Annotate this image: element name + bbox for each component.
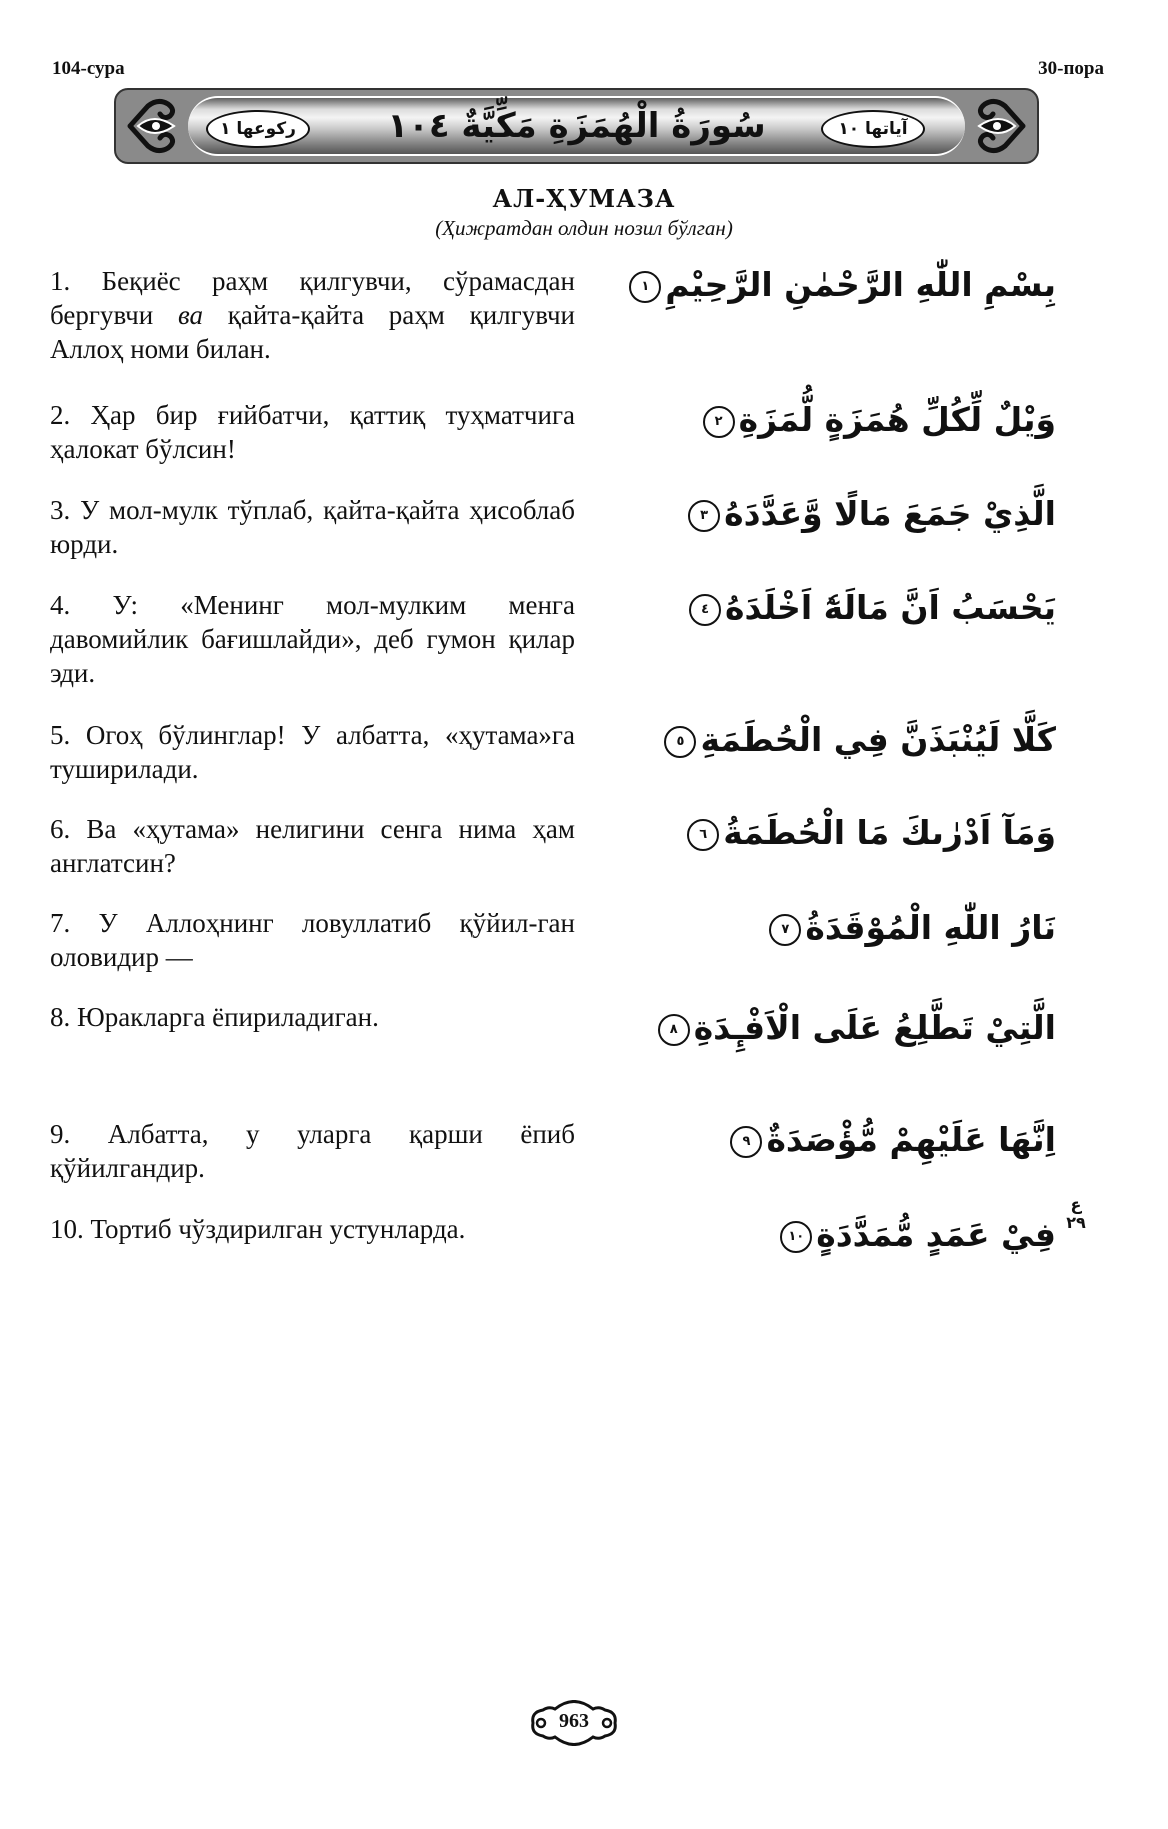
verse-arabic bbox=[658, 998, 1056, 1058]
sura-subtitle: (Ҳижратдан олдин нозил бўлган) bbox=[435, 216, 733, 240]
verse-number-marker: ٢ bbox=[703, 406, 735, 438]
verse-arabic-text: الَّتِيْ تَطَّلِعُ عَلَى الْاَفْـِٕدَةِ bbox=[693, 1008, 1056, 1047]
verse-arabic bbox=[689, 578, 1056, 638]
verse-translation: 10. Тортиб чўздирилган устунларда. bbox=[50, 1214, 466, 1244]
arabesque-ornament-icon bbox=[124, 94, 188, 158]
verse-number-marker: ٥ bbox=[664, 726, 696, 758]
verse-arabic-text: وَمَآ اَدْرٰىكَ مَا الْحُطَمَةُ bbox=[723, 813, 1056, 852]
verse-arabic bbox=[629, 255, 1056, 315]
verse-arabic-text: وَيْلٌ لِّكُلِّ هُمَزَةٍ لُّمَزَةِ bbox=[738, 400, 1056, 439]
verse-translation: 4. У: «Менинг мол-мулким менга давомийлик бағишлайди», деб гумон қилар эди. bbox=[50, 590, 575, 688]
verse-number-marker: ٦ bbox=[687, 819, 719, 851]
sura-header-banner bbox=[114, 88, 1039, 164]
verse-arabic-text: بِسْمِ اللّٰهِ الرَّحْمٰنِ الرَّحِيْمِ bbox=[665, 265, 1056, 304]
page-number: 963 bbox=[559, 1710, 589, 1732]
verse-arabic-text: فِيْ عَمَدٍ مُّمَدَّدَةٍ bbox=[816, 1215, 1056, 1254]
verse-number-marker: ٨ bbox=[658, 1014, 690, 1046]
sura-number-label: 104-сура bbox=[52, 58, 125, 79]
ruku-count-oval: رکوعها ١ bbox=[206, 110, 310, 148]
verse-number-marker: ٤ bbox=[689, 594, 721, 626]
ayat-count-oval: آياتها ١٠ bbox=[821, 110, 925, 148]
page-number-ornament bbox=[527, 1700, 621, 1746]
verse-translation: 3. У мол-мулк тўплаб, қайта-қайта ҳисоблаб юрди. bbox=[50, 495, 575, 559]
verse-arabic bbox=[730, 1110, 1056, 1170]
verse-number-marker: ٣ bbox=[688, 500, 720, 532]
verse-arabic bbox=[769, 898, 1056, 958]
verse-text-part: 1. Беқиёс раҳм қилгувчи, сўрамасдан бергувчи bbox=[50, 266, 575, 330]
sura-title: АЛ-ҲУМАЗА bbox=[492, 184, 676, 213]
verse-number-marker: ٩ bbox=[730, 1126, 762, 1158]
verse-arabic-text: كَلَّا لَيُنْبَذَنَّ فِي الْحُطَمَةِ bbox=[700, 720, 1056, 759]
verse-arabic bbox=[688, 484, 1056, 544]
verse-translation: 6. Ва «ҳутама» нелигини сенга нима ҳам англатсин? bbox=[50, 814, 575, 878]
verse-arabic bbox=[703, 390, 1056, 450]
verse-arabic-text: نَارُ اللّٰهِ الْمُوْقَدَةُ bbox=[805, 908, 1056, 947]
verse-arabic bbox=[780, 1205, 1056, 1265]
juz-number-label: 30-пора bbox=[1038, 58, 1104, 79]
verse-number-marker: ١ bbox=[629, 271, 661, 303]
verse-translation: 7. У Аллоҳнинг ловуллатиб қўйил-ган оловидир — bbox=[50, 908, 575, 972]
verse-translation: 5. Огоҳ бўлинглар! У албатта, «ҳутама»га туширилади. bbox=[50, 720, 575, 784]
verse-translation: 9. Албатта, у уларга қарши ёпиб қўйилгандир. bbox=[50, 1119, 575, 1183]
verse-italic-word: ва bbox=[177, 300, 203, 330]
verse-arabic-text: يَحْسَبُ اَنَّ مَالَهٗٓ اَخْلَدَهُ bbox=[725, 588, 1056, 627]
verse-arabic-text: الَّذِيْ جَمَعَ مَالًا وَّعَدَّدَهُ bbox=[724, 494, 1056, 533]
verse-arabic bbox=[687, 803, 1056, 863]
banner-arabic-title: سُورَةُ الْهُمَزَةِ مَكِّيَّةٌ ١٠٤ bbox=[387, 106, 766, 146]
verse-number-marker: ١٠ bbox=[780, 1221, 812, 1253]
verse-arabic-text: اِنَّهَا عَلَيْهِمْ مُّؤْصَدَةٌ bbox=[766, 1120, 1056, 1159]
arabesque-ornament-icon bbox=[965, 94, 1029, 158]
verse-translation: 8. Юракларга ёпириладиган. bbox=[50, 1002, 379, 1032]
verse-arabic bbox=[664, 710, 1056, 770]
verse-translation bbox=[50, 264, 575, 366]
verse-number-marker: ٧ bbox=[769, 914, 801, 946]
juz-end-marker: ع ٢٩ bbox=[1066, 1195, 1086, 1232]
verse-translation: 2. Ҳар бир ғийбатчи, қаттиқ туҳматчига ҳалокат бўлсин! bbox=[50, 400, 575, 464]
verse-text-part: қайта-қайта раҳм қилгувчи Аллоҳ номи билан. bbox=[50, 300, 575, 364]
